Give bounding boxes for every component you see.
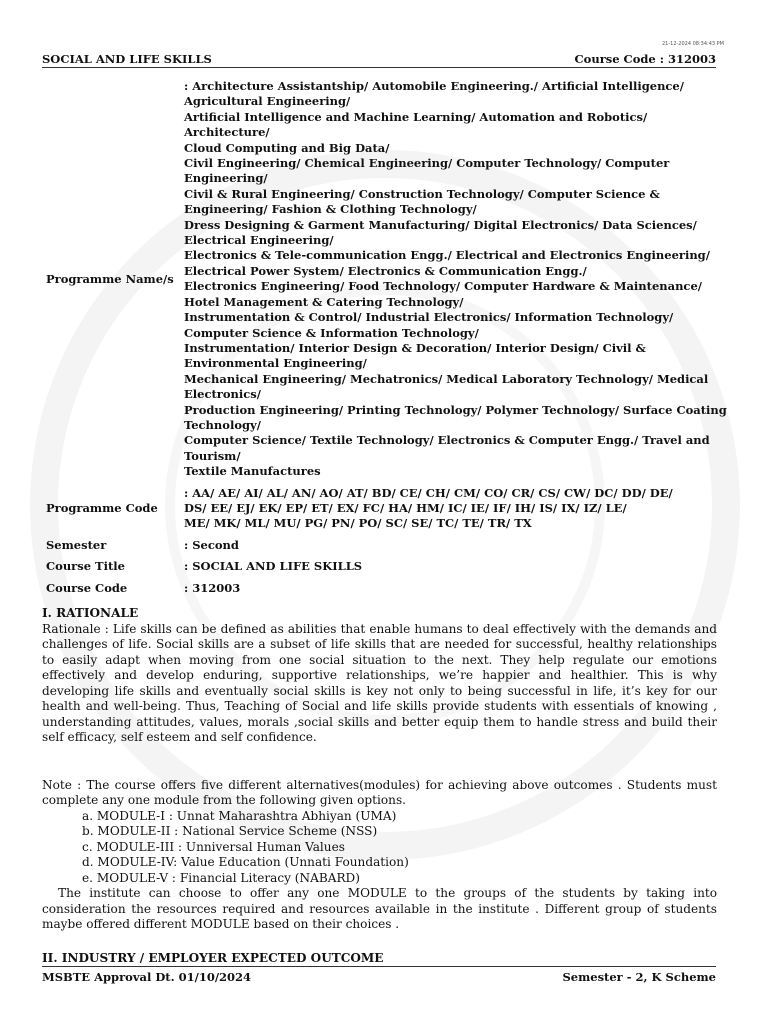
programme-names-line: Civil Engineering/ Chemical Engineering/ Computer Technology/ Computer	[184, 156, 670, 171]
programme-names-line: Production Engineering/ Printing Technology/ Polymer Technology/ Surface Coating	[184, 402, 727, 417]
footer-approval-date: MSBTE Approval Dt. 01/10/2024	[42, 970, 252, 984]
programme-code-line: : AA/ AE/ AI/ AL/ AN/ AO/ AT/ BD/ CE/ CH/ CM/ CO/ CR/ CS/ CW/ DC/ DD/ DE/	[184, 485, 673, 500]
course-title-value: : SOCIAL AND LIFE SKILLS	[184, 559, 363, 574]
module-option: e. MODULE-V : Financial Literacy (NABARD)	[82, 870, 360, 885]
rationale-heading: I. RATIONALE	[42, 606, 139, 620]
course-title-label: Course Title	[46, 559, 125, 574]
meta-row-programme-names	[42, 76, 732, 483]
programme-names-line: Instrumentation & Control/ Industrial Electronics/ Information Technology/	[184, 310, 674, 325]
programme-names-line: Hotel Management & Catering Technology/	[184, 294, 464, 309]
course-code-value: : 312003	[184, 580, 241, 595]
programme-names-line: Instrumentation/ Interior Design & Decoration/ Interior Design/ Civil &	[184, 340, 646, 355]
programme-names-line: Electronics Engineering/ Food Technology/ Computer Hardware & Maintenance/	[184, 279, 702, 294]
section-2-heading: II. INDUSTRY / EMPLOYER EXPECTED OUTCOME	[42, 951, 384, 965]
footer-scheme: Semester - 2, K Scheme	[562, 970, 716, 984]
programme-names-line: Cloud Computing and Big Data/	[184, 140, 390, 155]
programme-names-line: Mechanical Engineering/ Mechatronics/ Medical Laboratory Technology/ Medical	[184, 371, 709, 386]
programme-names-line: Civil & Rural Engineering/ Construction Technology/ Computer Science &	[184, 186, 660, 201]
programme-names-line: Dress Designing & Garment Manufacturing/ Digital Electronics/ Data Sciences/	[184, 217, 697, 232]
meta-row-programme-code	[42, 483, 732, 535]
header-course-name: SOCIAL AND LIFE SKILLS	[42, 52, 212, 66]
rationale-text: Rationale : Life skills can be defined as abilities that enable humans to deal effectively with the demands and challenges of life. Social skills are a subset of life skills that are needed for successful, healthy relationships to easily adapt when moving from one social situation to the next. They help regulate our emotions effectively and develop enduring, supportive relationships, we’re happier and healthier. This is why developing life skills and eventually social skills is key not only to being successful in life, it’s key for our health and well-being. Thus, Teaching of Social and life skills provide students with essentials of knowing , understanding attitudes, values, morals ,social skills and better equip them to handle stress and build their self efficacy, self esteem and self confidence.	[42, 621, 717, 744]
header-course-code: Course Code : 312003	[574, 52, 716, 66]
programme-code-value	[180, 483, 732, 535]
programme-names-line: Agricultural Engineering/	[184, 94, 351, 109]
print-timestamp: 21-12-2024 08:34:43 PM	[661, 41, 724, 47]
programme-names-line: Engineering/	[184, 171, 268, 186]
programme-names-line: Electrical Engineering/	[184, 233, 334, 248]
programme-names-line: Tourism/	[184, 448, 241, 463]
programme-names-line: Environmental Engineering/	[184, 356, 367, 371]
meta-row-course-code	[42, 578, 732, 599]
programme-names-line: Engineering/ Fashion & Clothing Technology/	[184, 202, 477, 217]
note-intro: Note : The course offers five different alternatives(modules) for achieving above outcomes . Students must complete any one module from the following given options.	[42, 777, 717, 807]
note-closing: The institute can choose to offer any one MODULE to the groups of the students by taking into consideration the resources required and resources available in the institute . Different group of students maybe offered different MODULE based on their choices .	[42, 886, 717, 931]
module-option: a. MODULE-I : Unnat Maharashtra Abhiyan (UMA)	[82, 808, 397, 823]
programme-code-label: Programme Code	[46, 500, 158, 515]
meta-row-course-title	[42, 556, 732, 577]
page-header	[42, 52, 716, 68]
programme-names-line: Electrical Power System/ Electronics & Communication Engg./	[184, 263, 587, 278]
module-option: d. MODULE-IV: Value Education (Unnati Foundation)	[82, 855, 409, 869]
course-meta-table	[42, 76, 732, 599]
programme-names-line: Computer Science/ Textile Technology/ Electronics & Computer Engg./ Travel and	[184, 433, 710, 448]
course-code-label: Course Code	[46, 580, 128, 595]
programme-names-value	[180, 76, 732, 483]
document-body	[42, 606, 717, 933]
meta-row-semester	[42, 535, 732, 556]
semester-value: : Second	[184, 537, 239, 552]
programme-names-line: Textile Manufactures	[184, 464, 321, 479]
programme-code-line: ME/ MK/ ML/ MU/ PG/ PN/ PO/ SC/ SE/ TC/ TE/ TR/ TX	[184, 516, 532, 531]
programme-names-label: Programme Name/s	[46, 271, 174, 286]
module-option: c. MODULE-III : Unniversal Human Values	[82, 839, 345, 854]
module-option: b. MODULE-II : National Service Scheme (NSS)	[82, 824, 378, 838]
programme-code-line: DS/ EE/ EJ/ EK/ EP/ ET/ EX/ FC/ HA/ HM/ IC/ IE/ IF/ IH/ IS/ IX/ IZ/ LE/	[184, 500, 627, 515]
semester-label: Semester	[46, 537, 107, 552]
page-footer	[42, 966, 716, 984]
programme-names-line: Computer Science & Information Technology/	[184, 325, 479, 340]
programme-names-line: : Architecture Assistantship/ Automobile Engineering./ Artificial Intelligence/	[184, 79, 684, 93]
programme-names-line: Electronics & Tele-communication Engg./ Electrical and Electronics Engineering/	[184, 248, 710, 263]
programme-names-line: Artificial Intelligence and Machine Learning/ Automation and Robotics/ Architecture/	[184, 109, 648, 140]
programme-names-line: Technology/	[184, 417, 261, 432]
programme-names-line: Electronics/	[184, 387, 261, 402]
